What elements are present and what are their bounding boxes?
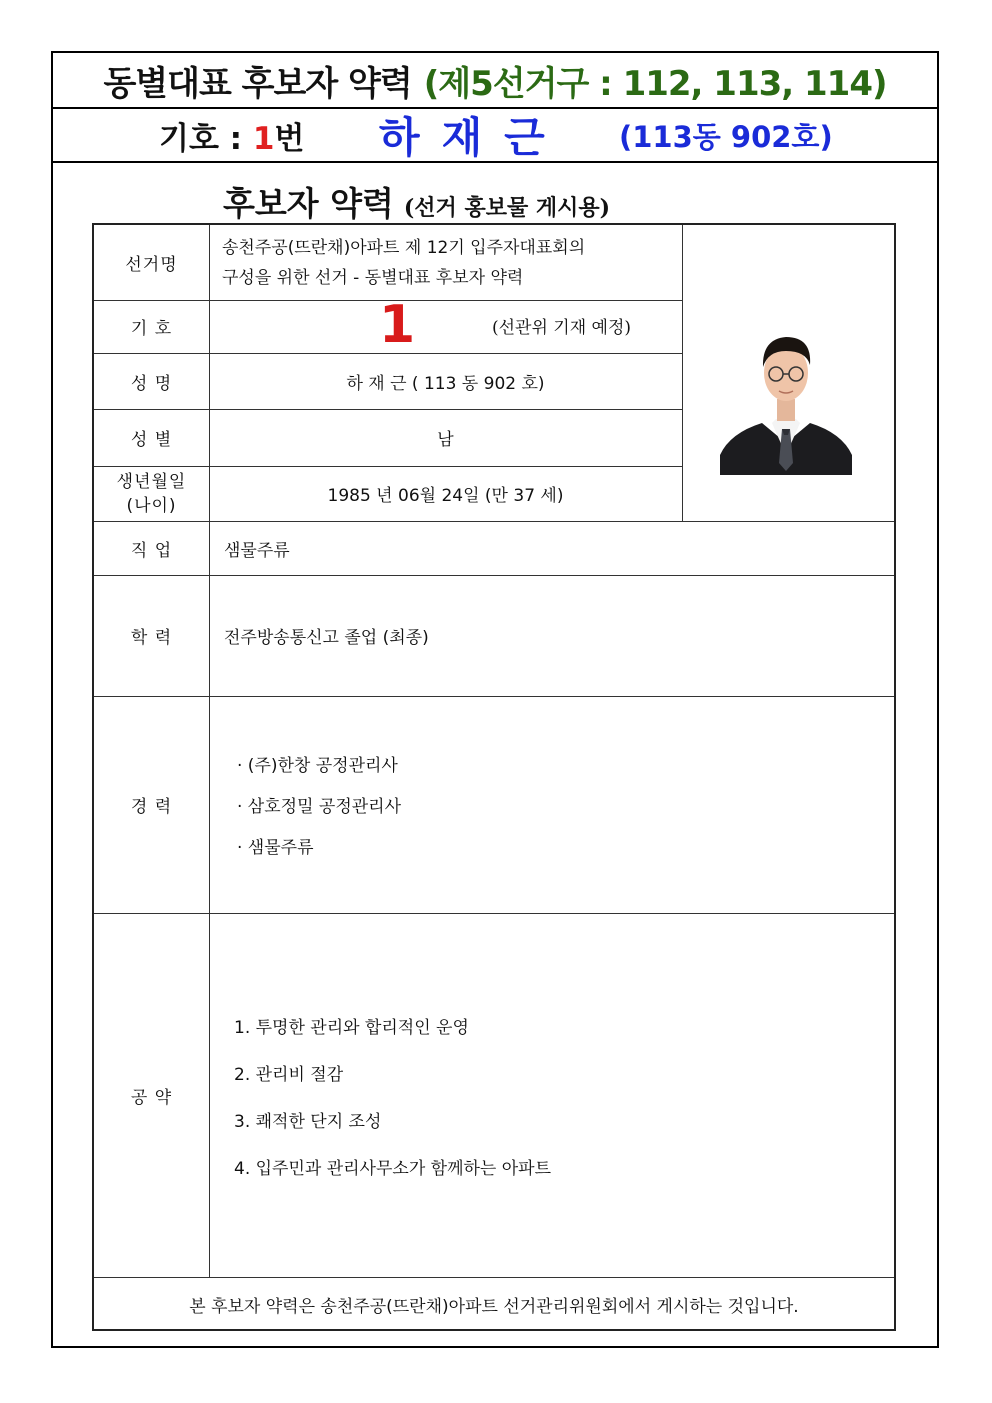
label-pledge: 공 약 [130, 1087, 173, 1108]
label-career: 경 력 [130, 797, 173, 817]
poster-title: 동별대표 후보자 약력 [103, 63, 412, 104]
candidate-photo [720, 305, 852, 475]
symbol-number: 1 [252, 120, 275, 157]
label-name: 성 명 [130, 373, 173, 394]
candidate-address: (113동 902호) [619, 119, 833, 154]
label-gender: 성 별 [130, 430, 173, 450]
pledge-item: 3. 쾌적한 단지 조성 [234, 1112, 382, 1132]
pledge-item: 1. 투명한 관리와 합리적인 운영 [234, 1018, 469, 1038]
label-election: 선거명 [125, 255, 178, 275]
career-item: · 샘물주류 [237, 838, 314, 858]
symbol-note: (선관위 기재 예정) [492, 318, 632, 338]
candidate-name: 하재근 [379, 113, 567, 162]
symbol-suffix: 번 [274, 120, 305, 157]
education-value: 전주방송통신고 졸업 (최종) [224, 628, 429, 648]
gender-value: 남 [437, 430, 454, 450]
job-value: 샘물주류 [224, 540, 290, 561]
form-footer: 본 후보자 약력은 송천주공(뜨란채)아파트 선거관리위원회에서 게시하는 것입니다. [189, 1296, 799, 1317]
candidate-row [53, 109, 937, 163]
career-list [237, 743, 401, 866]
symbol-heading [159, 113, 304, 158]
label-symbol: 기 호 [130, 319, 173, 339]
pledge-item: 4. 입주민과 관리사무소가 함께하는 아파트 [234, 1159, 552, 1179]
form-title-sub: (선거 홍보물 게시용) [403, 195, 611, 221]
poster-title-row [53, 53, 937, 109]
pledge-list [234, 1002, 551, 1190]
career-item: · (주)한창 공정관리사 [237, 756, 398, 776]
label-education: 학 력 [130, 628, 173, 648]
form-title-main: 후보자 약력 [223, 184, 394, 223]
symbol-number-value: 1 [379, 295, 416, 355]
label-birth: 생년월일 (나이) [116, 471, 187, 516]
career-item: · 삼호정밀 공정관리사 [237, 797, 402, 817]
election-line-2: 구성을 위한 선거 - 동별대표 후보자 약력 [222, 268, 524, 288]
election-name [222, 233, 585, 293]
form-title [223, 178, 610, 225]
name-value: 하 재 근 ( 113 동 902 호) [346, 373, 545, 394]
symbol-label: 기호 : [159, 120, 253, 157]
pledge-item: 2. 관리비 절감 [234, 1065, 344, 1085]
election-line-1: 송천주공(뜨란채)아파트 제 12기 입주자대표회의 [222, 238, 586, 258]
profile-form [92, 223, 896, 1331]
label-job: 직 업 [130, 540, 173, 561]
birth-value: 1985 년 06월 24일 (만 37 세) [327, 486, 564, 506]
district-label: (제5선거구 : 112, 113, 114) [423, 63, 887, 104]
